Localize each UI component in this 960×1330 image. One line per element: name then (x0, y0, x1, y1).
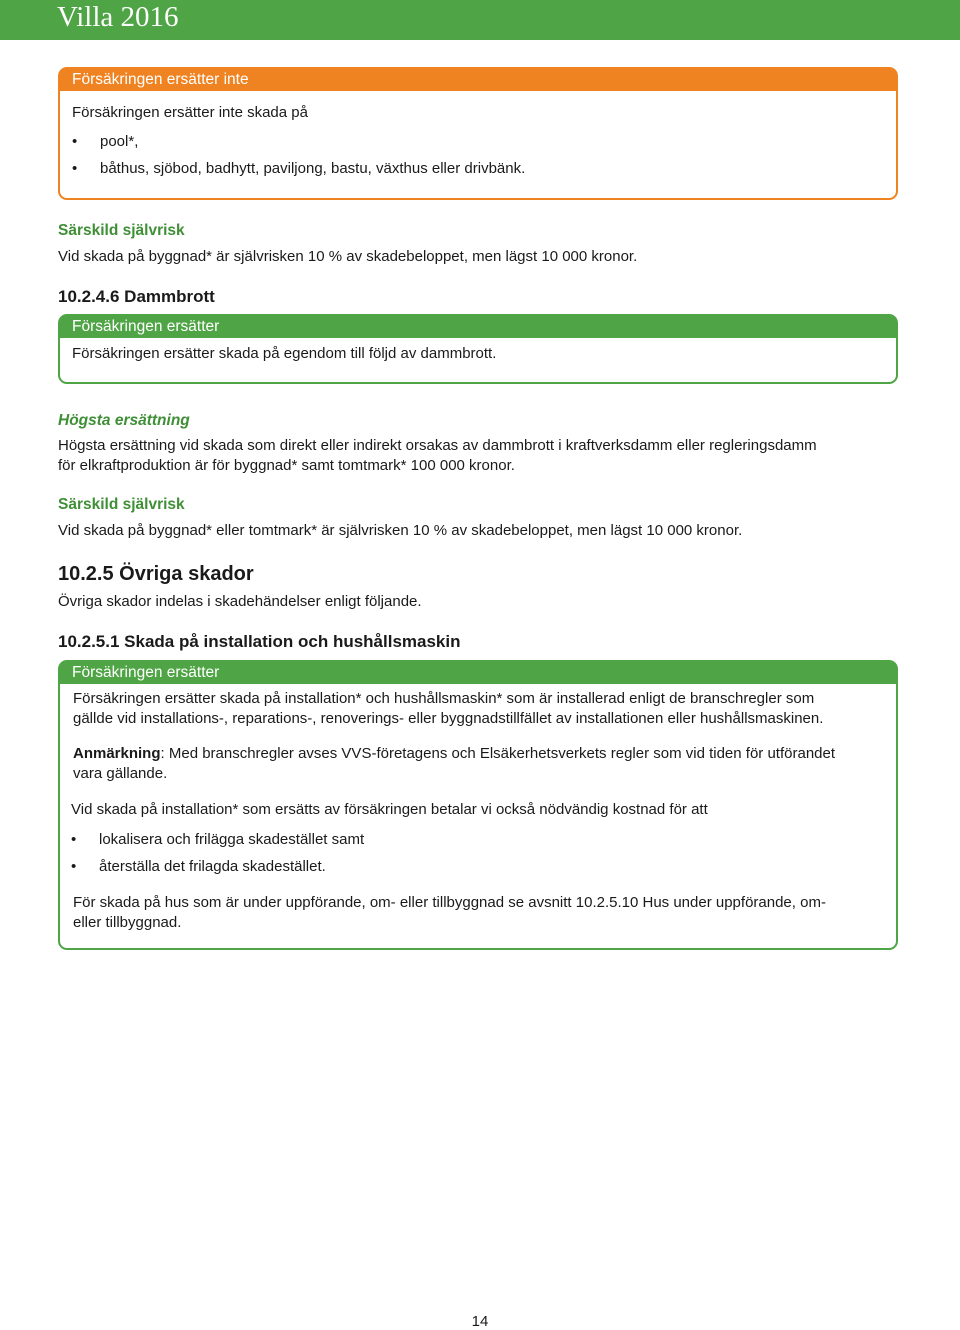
deductible-text-2: Vid skada på byggnad* eller tomtmark* är självrisken 10 % av skadebeloppet, men lägst 10 000 kronor. (58, 522, 743, 539)
installation-note-line1: Anmärkning: Med branschregler avses VVS-företagens och Elsäkerhetsverkets regler som vid tiden för utförandet (73, 745, 836, 762)
max-compensation-line1: Högsta ersättning vid skada som direkt eller indirekt orsakas av dammbrott i kraftverksdamm eller regleringsdamm (58, 437, 817, 454)
exclusion-intro: Försäkringen ersätter inte skada på (72, 104, 308, 121)
installation-p1-line1: Försäkringen ersätter skada på installation* och hushållsmaskin* som är installerad enligt de branschregler som (73, 690, 815, 707)
installation-cover-box: Försäkringen ersätter Försäkringen ersätter skada på installation* och hushållsmaskin* som är installerad enligt de branschregler som gällde vid installations-, reparations-, renoverings- eller byggnadstillfället av installationen eller hushållsmaskinen. Anmärkning: Med branschregler avses VVS-företagens och Elsäkerhetsverkets regler som vid tiden för utförandet vara gällande. Vid skada på installation* som ersätts av försäkringen betalar vi också nödvändig kostnad för att • lokalisera och frilägga skadestället samt • återställa det frilagda skadestället. För skada på hus som är under uppförande, om- eller tillbyggnad se avsnitt 10.2.5.10 Hus under uppförande, om- eller tillbyggnad. (58, 660, 898, 950)
deductible-heading: Särskild självrisk (58, 222, 185, 239)
dammbrott-box-text: Försäkringen ersätter skada på egendom till följd av dammbrott. (72, 345, 497, 362)
deductible-text: Vid skada på byggnad* är självrisken 10 % av skadebeloppet, men lägst 10 000 kronor. (58, 248, 638, 265)
exclusion-box-heading: Försäkringen ersätter inte (60, 69, 896, 91)
section-heading-ovriga: 10.2.5 Övriga skador (58, 563, 254, 585)
exclusion-box: Försäkringen ersätter inte Försäkringen ersätter inte skada på • pool*, • båthus, sjöbod, badhytt, paviljong, bastu, växthus eller drivbänk. (58, 67, 898, 200)
ovriga-text: Övriga skador indelas i skadehändelser enligt följande. (58, 593, 422, 610)
section-heading-dammbrott: 10.2.4.6 Dammbrott (58, 287, 215, 306)
bullet-icon: • (72, 133, 78, 150)
installation-p2: Vid skada på installation* som ersätts av försäkringen betalar vi också nödvändig kostnad för att (71, 801, 708, 818)
bullet-icon: • (72, 160, 78, 177)
dammbrott-box-heading: Försäkringen ersätter (60, 316, 896, 338)
deductible-heading-2: Särskild självrisk (58, 496, 185, 513)
bullet-icon: • (71, 858, 77, 875)
installation-note-line2: vara gällande. (73, 765, 168, 782)
installation-box-heading: Försäkringen ersätter (60, 662, 896, 684)
installation-p1-line2: gällde vid installations-, reparations-, renoverings- eller byggnadstillfället av installationen eller hushållsmaskinen. (73, 710, 824, 727)
header-bar (0, 0, 960, 40)
section-heading-installation: 10.2.5.1 Skada på installation och hushållsmaskin (58, 632, 461, 651)
note-label: Anmärkning (73, 745, 161, 762)
dammbrott-cover-box (58, 314, 898, 384)
page-title: Villa 2016 (57, 1, 179, 33)
installation-p3-line1: För skada på hus som är under uppförande, om- eller tillbyggnad se avsnitt 10.2.5.10 Hus under uppförande, om- (73, 894, 826, 911)
max-compensation-line2: för elkraftproduktion är för byggnad* samt tomtmark* 100 000 kronor. (58, 457, 515, 474)
max-compensation-heading: Högsta ersättning (58, 412, 190, 429)
page-number: 14 (471, 1313, 489, 1330)
bullet-icon: • (71, 831, 77, 848)
installation-p3-line2: eller tillbyggnad. (73, 914, 182, 931)
